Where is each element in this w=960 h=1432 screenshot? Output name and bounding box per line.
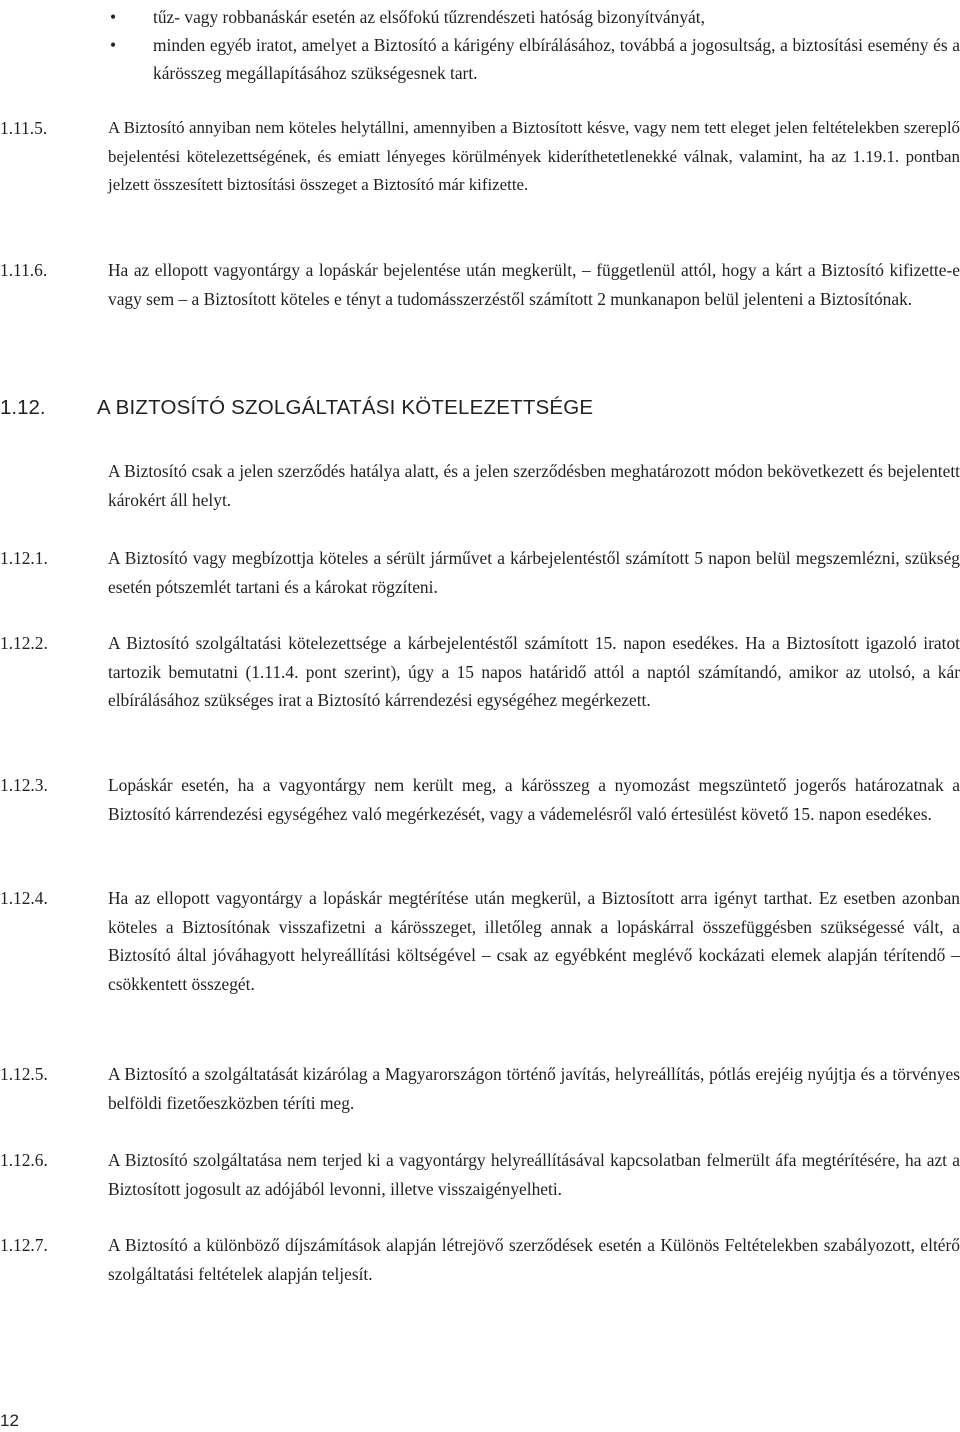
list-item-text: minden egyéb iratot, amelyet a Biztosító a kárigény elbírálásához, továbbá a jogosultság, a biztosítási esemény és a kárösszeg megállapításához szükségesnek tart. — [153, 35, 960, 83]
section-text: A Biztosító szolgáltatása nem terjed ki a vagyontárgy helyreállításával kapcsolatban felmerült áfa megtérítésére, ha azt a Biztosított jogosult az adójából levonni, illetve visszaigényelheti. — [108, 1150, 960, 1199]
heading-title: A BIZTOSÍTÓ SZOLGÁLTATÁSI KÖTELEZETTSÉGE — [97, 396, 594, 419]
section-text: Lopáskár esetén, ha a vagyontárgy nem került meg, a kárösszeg a nyomozást megszüntető jogerős határozatnak a Biztosító kárrendezési egységéhez való megérkezését, vagy a vádemelésről való értesülést követő 15. napon esedékes. — [108, 775, 960, 824]
section-number: 1.12.4. — [0, 888, 48, 908]
section-text: A Biztosító a különböző díjszámítások alapján létrejövő szerződések esetén a Különös Feltételekben szabályozott, eltérő szolgáltatási feltételek alapján teljesít. — [108, 1235, 960, 1284]
section-1-12-6 — [0, 1146, 960, 1203]
section-1-12-5 — [0, 1060, 960, 1117]
section-number: 1.11.6. — [0, 260, 48, 280]
section-1-12-7 — [0, 1231, 960, 1288]
heading-number: 1.12. — [0, 396, 46, 419]
bullet-icon: • — [110, 35, 117, 55]
section-1-12-2 — [0, 629, 960, 715]
section-number: 1.11.5. — [0, 118, 48, 138]
section-number: 1.12.2. — [0, 633, 48, 653]
section-number: 1.12.1. — [0, 548, 48, 568]
page-number: 12 — [0, 1411, 19, 1430]
bullet-list — [108, 3, 960, 87]
section-text: A Biztosító vagy megbízottja köteles a sérült járművet a kárbejelentéstől számított 5 napon belül megszemlézni, szükség esetén pótszemlét tartani és a károkat rögzíteni. — [108, 548, 960, 597]
list-item — [108, 3, 960, 31]
section-text: A Biztosító szolgáltatási kötelezettsége a kárbejelentéstől számított 15. napon esedékes. Ha a Biztosított igazoló iratot tartozik bemutatni (1.11.4. pont szerint), úgy a 15 napos határidő attól a naptól számítandó, amikor az utolsó, a kár elbírálásához szükséges irat a Biztosító kárrendezési egységéhez megérkezett. — [108, 633, 960, 711]
section-number: 1.12.5. — [0, 1064, 48, 1084]
section-text: A Biztosító a szolgáltatását kizárólag a Magyarországon történő javítás, helyreállítás, pótlás erejéig nyújtja és a törvényes belföldi fizetőeszközben téríti meg. — [108, 1064, 960, 1113]
intro-paragraph — [0, 457, 960, 514]
section-1-11-5 — [0, 114, 960, 200]
section-text: Ha az ellopott vagyontárgy a lopáskár megtérítése után megkerül, a Biztosított arra igényt tarthat. Ez esetben azonban köteles a Biztosítónak visszafizetni a kárösszeget, illetőleg annak a lopáskárral összefüggésben szükségessé vált, a Biztosító által jóváhagyott helyreállítási költségével – csak az egyébként meglévő kockázati elemek alapján térítendő – csökkentett összegét. — [108, 888, 960, 994]
section-number: 1.12.7. — [0, 1235, 48, 1255]
section-1-12-4 — [0, 884, 960, 998]
list-item — [108, 31, 960, 87]
section-text: A Biztosító annyiban nem köteles helytállni, amennyiben a Biztosított késve, vagy nem tett eleget jelen feltételekben szereplő bejelentési kötelezettségének, és emiatt lényeges körülmények kideríthetetlenekké válnak, valamint, ha az 1.19.1. pontban jelzett összesített biztosítási összeget a Biztosító már kifizette. — [108, 118, 960, 195]
section-1-12-3 — [0, 771, 960, 828]
section-text: Ha az ellopott vagyontárgy a lopáskár bejelentése után megkerült, – függetlenül attól, hogy a kárt a Biztosító kifizette-e vagy sem – a Biztosított köteles e tényt a tudomásszerzéstől számított 2 munkanapon belül jelenteni a Biztosítónak. — [108, 260, 960, 309]
bullet-icon: • — [110, 7, 117, 27]
intro-text: A Biztosító csak a jelen szerződés hatálya alatt, és a jelen szerződésben meghatározott módon bekövetkezett és bejelentett károkért áll helyt. — [108, 461, 960, 510]
section-number: 1.12.3. — [0, 775, 48, 795]
section-1-11-6 — [0, 256, 960, 313]
section-1-12-1 — [0, 544, 960, 601]
section-number: 1.12.6. — [0, 1150, 48, 1170]
list-item-text: tűz- vagy robbanáskár esetén az elsőfokú tűzrendészeti hatóság bizonyítványát, — [153, 7, 705, 27]
